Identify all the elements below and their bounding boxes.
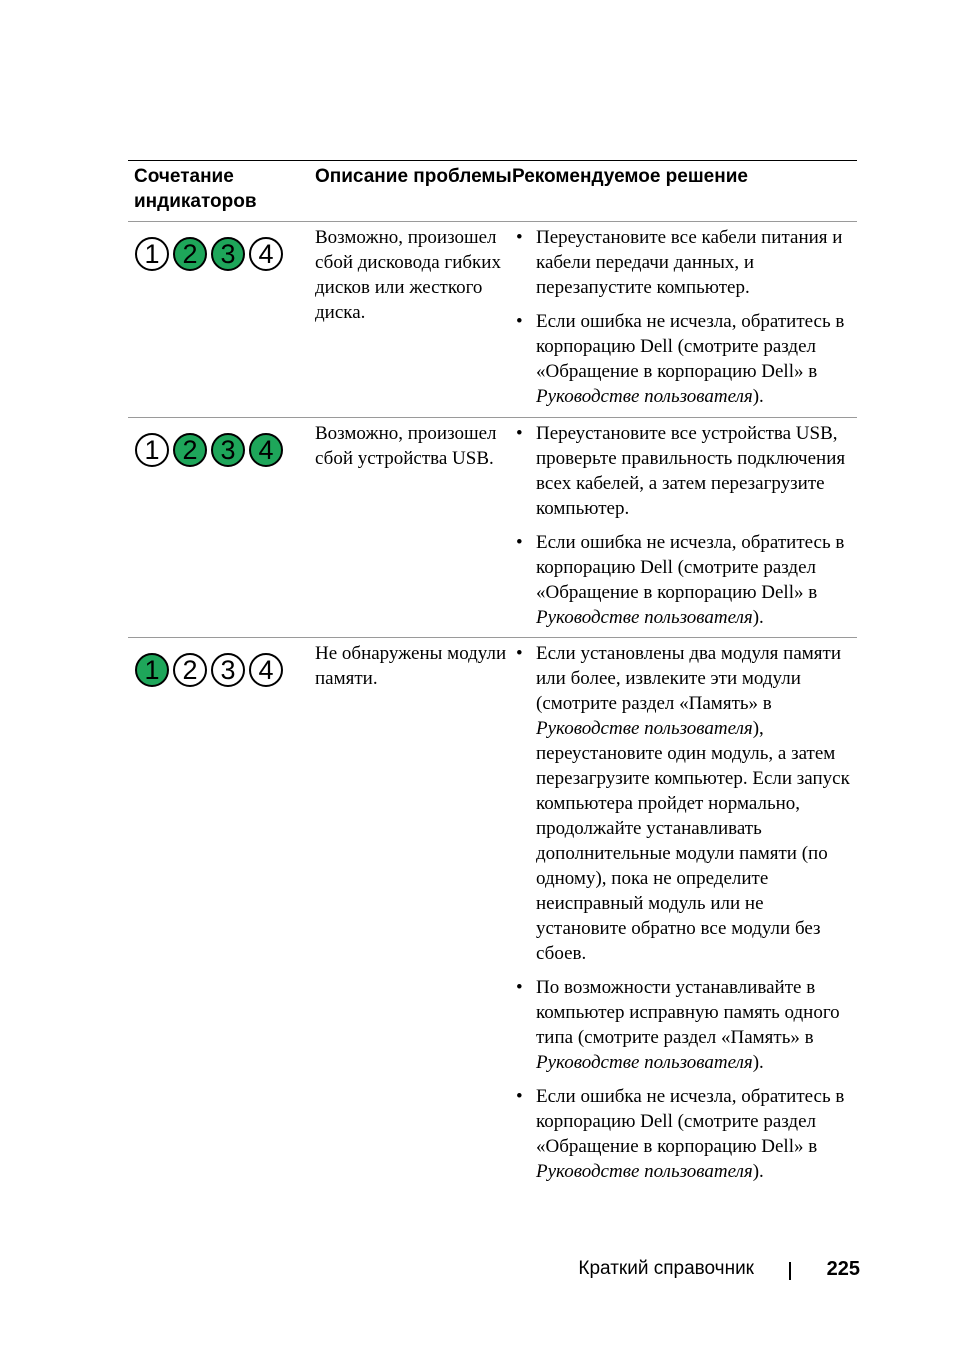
- solution-item: • Если ошибка не исчезла, обратитесь в корпорацию Dell (смотрите раздел «Обращение в корпорацию Dell» в Руководстве пользователя).: [512, 1084, 857, 1184]
- diagnostic-led-4: 4: [249, 237, 283, 271]
- solution-list: [512, 225, 857, 409]
- header-led-combination: Сочетание индикаторов: [134, 166, 257, 212]
- diagnostic-led-3: 3: [211, 433, 245, 467]
- solution-item: • Если ошибка не исчезла, обратитесь в корпорацию Dell (смотрите раздел «Обращение в корпорацию Dell» в Руководстве пользователя).: [512, 309, 857, 409]
- diagnostic-led-2: 2: [173, 237, 207, 271]
- manual-title: Руководстве пользователя: [536, 718, 753, 739]
- diagnostic-led-3: 3: [211, 237, 245, 271]
- led-indicator-group: [134, 418, 315, 467]
- solution-item: • Переустановите все кабели питания и кабели передачи данных, и перезапустите компьютер.: [512, 225, 857, 300]
- diagnostic-led-4: 4: [249, 433, 283, 467]
- table-row: [128, 638, 857, 1193]
- solution-list: [512, 421, 857, 630]
- page-footer: [0, 1256, 860, 1282]
- diagnostic-led-2: 2: [173, 433, 207, 467]
- header-problem-description: Описание проблемы: [315, 166, 512, 187]
- solution-item: • По возможности устанавливайте в компьютер исправную память одного типа (смотрите раздел «Память» в Руководстве пользователя).: [512, 975, 857, 1075]
- solution-item: • Если установлены два модуля памяти или более, извлеките эти модули (смотрите раздел «Память» в Руководстве пользователя), переустановите один модуль, а затем перезагрузите компьютер. Если запуск компьютера пройдет нормально, продолжайте устанавливать дополнительные модули памяти (по одному), пока не определите неисправный модуль или не установите обратно все модули без сбоев.: [512, 641, 857, 966]
- manual-title: Руководстве пользователя: [536, 1052, 753, 1073]
- solution-item: • Если ошибка не исчезла, обратитесь в корпорацию Dell (смотрите раздел «Обращение в корпорацию Dell» в Руководстве пользователя).: [512, 530, 857, 630]
- page-number: 225: [826, 1258, 860, 1280]
- solution-list: [512, 641, 857, 1184]
- manual-title: Руководстве пользователя: [536, 386, 753, 407]
- problem-description: Не обнаружены модули памяти.: [315, 643, 507, 689]
- footer-separator: [789, 1262, 791, 1280]
- led-indicator-group: [134, 638, 315, 687]
- diagnostic-led-1: 1: [135, 653, 169, 687]
- header-recommended-solution: Рекомендуемое решение: [512, 166, 748, 187]
- led-indicator-group: [134, 222, 315, 271]
- footer-section-title: Краткий справочник: [578, 1258, 754, 1279]
- diagnostic-led-1: 1: [135, 237, 169, 271]
- diagnostic-led-4: 4: [249, 653, 283, 687]
- problem-description: Возможно, произошел сбой устройства USB.: [315, 423, 497, 469]
- diagnostic-led-2: 2: [173, 653, 207, 687]
- led-diagnostics-table: [128, 160, 857, 1193]
- solution-item: • Переустановите все устройства USB, проверьте правильность подключения всех кабелей, а затем перезагрузите компьютер.: [512, 421, 857, 521]
- table-row: [128, 222, 857, 418]
- table-header: [128, 161, 857, 222]
- problem-description: Возможно, произошел сбой дисковода гибких дисков или жесткого диска.: [315, 227, 501, 323]
- diagnostic-led-1: 1: [135, 433, 169, 467]
- table-row: [128, 418, 857, 638]
- manual-title: Руководстве пользователя: [536, 1161, 753, 1182]
- manual-title: Руководстве пользователя: [536, 607, 753, 628]
- diagnostic-led-3: 3: [211, 653, 245, 687]
